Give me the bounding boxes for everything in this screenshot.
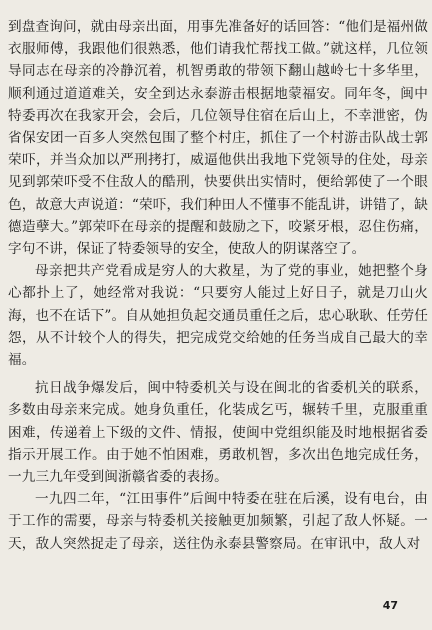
page-body — [8, 16, 428, 555]
paragraph-4: 一九四二年，“江田事件”后闽中特委在驻在后溪，设有电台，由于工作的需要，母亲与特委机关接触更加频繁，引起了敌人怀疑。一天，敌人突然捉走了母亲，送往伪永泰县警察局。在审讯中，敌人对 — [8, 491, 428, 552]
paragraph-3: 抗日战争爆发后，闽中特委机关与设在闽北的省委机关的联系，多数由母亲来完成。她身负重任，化装成乞丐，辗转千里，克服重重困难，传递着上下级的文件、情报，使闽中党组织能及时地根据省委指示开展工作。由于她不怕困难，勇敢机智，多次出色地完成任务，一九三九年受到闽浙赣省委的表扬。 — [8, 380, 428, 486]
page-number: 47 — [382, 599, 398, 612]
paragraph-1: 到盘查询问，就由母亲出面，用事先准备好的话回答：“他们是福州做衣服师傅，我跟他们很熟悉，他们请我忙帮找工做。”就这样，几位领导同志在母亲的冷静沉着，机智勇敢的带领下翻山越岭七十多华里，顺利通过道道难关，安全到达永泰游击根据地蒙福安。同年冬，闽中特委再次在我家开会，会后，几位领导住宿在后山上，不幸泄密，伪省保安团一百多人突然包围了整个村庄，抓住了一个村游击队战士郭荣吓，并当众加以严刑拷打，威逼他供出我地下党领导的住处，母亲见到郭荣吓受不住敌人的酷刑，快要供出实情时，便给郭使了一个眼色，故意大声说道：“荣吓，我们种田人不懂事不能乱讲，讲错了，缺德造孽大。”郭荣吓在母亲的提醒和鼓励之下，咬紧牙根，忍住伤痛，字句不讲，保证了特委领导的安全，使敌人的阴谋落空了。 — [8, 19, 428, 258]
paragraph-2: 母亲把共产党看成是穷人的大救星，为了党的事业，她把整个身心都扑上了，她经常对我说：“只要穷人能过上好日子，就是刀山火海，也不在话下”。自从她担负起交通员重任之后，忠心耿耿、任劳任怨，从不计较个人的得失，把完成党交给她的任务当成自己最大的幸福。 — [8, 263, 428, 369]
